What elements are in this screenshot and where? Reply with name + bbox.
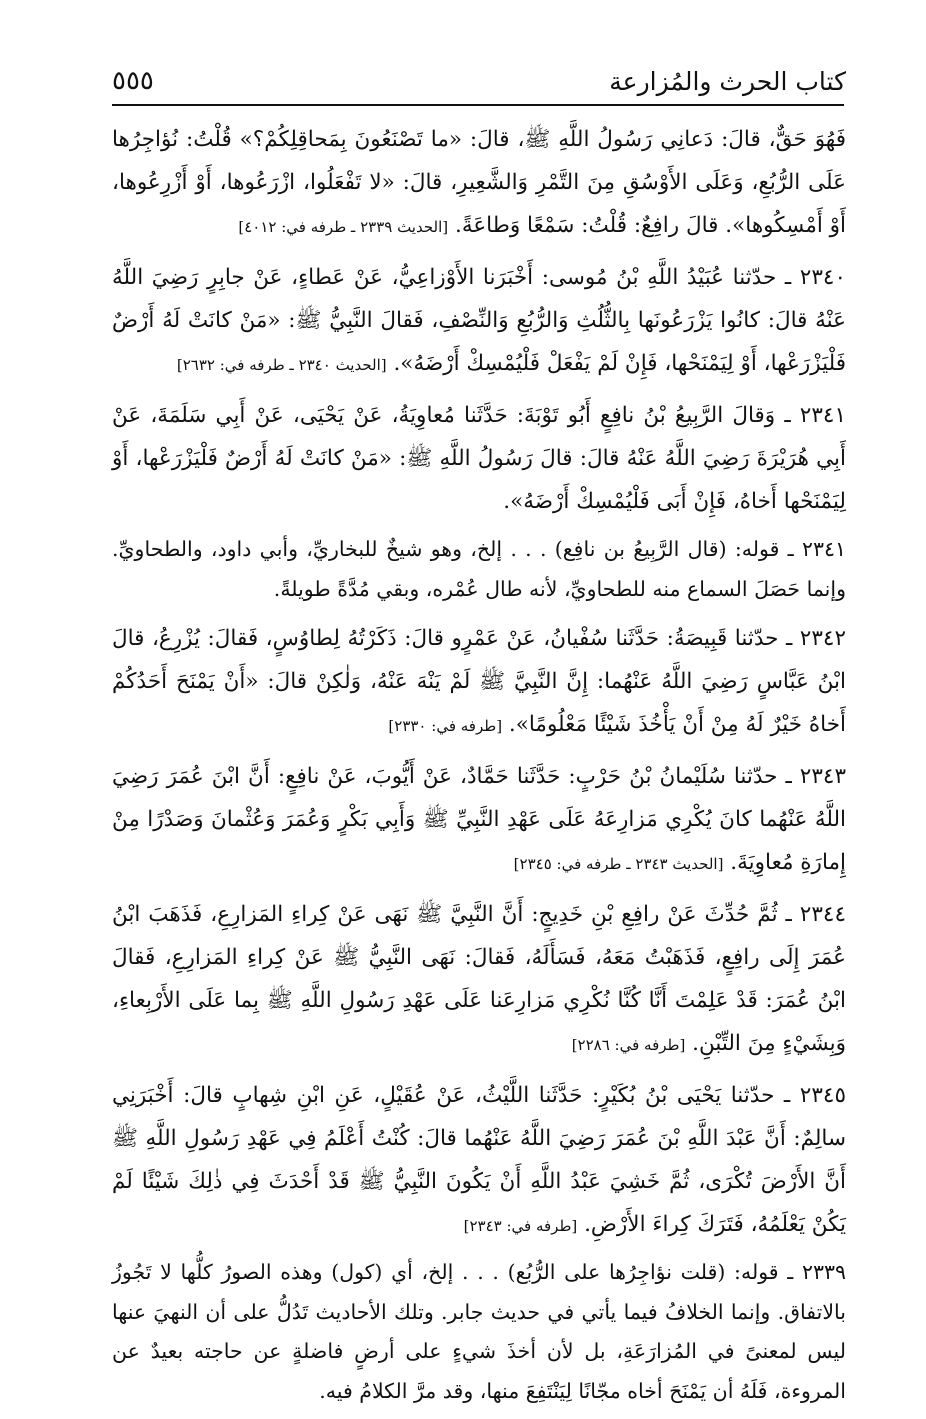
hadith-text: ٢٣٤٢ ـ حدّثنا قَبِيصَةُ: حَدَّثَنا سُفْيانُ، عَنْ عَمْرٍو قالَ: ذَكَرْتُهُ لِطاوُسٍ، فَقالَ: يُزْرِعُ، قالَ ابْنُ عَبَّاسٍ رَضِيَ اللَّهُ عَنْهُما: إِنَّ النَّبِيَّ ﷺ لَمْ يَنْهَ عَنْهُ، وَلٰكِنْ قالَ: «أَنْ يَمْنَحَ أَحَدُكُمْ أَخاهُ خَيْرٌ لَهُ مِنْ أَنْ يَأْخُذَ شَيْئًا مَعْلُومًا». xyxy=(112,626,846,737)
hadith-text: ٢٣٤٠ ـ حدّثنا عُبَيْدُ اللَّهِ بْنُ مُوسى: أَخْبَرَنا الأَوْزاعِيُّ، عَنْ عَطاءٍ، عَنْ جابِرٍ رَضِيَ اللَّهُ عَنْهُ قالَ: كانُوا يَزْرَعُونَها بِالثُّلُثِ وَالرُّبُعِ وَالنِّصْفِ، فَقالَ النَّبِيُّ ﷺ: «مَنْ كانَتْ لَهُ أَرْضٌ فَلْيَزْرَعْها، أَوْ لِيَمْنَحْها، فَإِنْ لَمْ يَفْعَلْ فَلْيُمْسِكْ أَرْضَهُ». xyxy=(112,265,846,376)
running-title: كتاب الحرث والمُزارعة xyxy=(609,67,846,96)
hadith-text: ٢٣٤٣ ـ حدّثنا سُلَيْمانُ بْنُ حَرْبٍ: حَدَّثَنا حَمَّادٌ، عَنْ أَيُّوبَ، عَنْ نافِعٍ: أَنَّ ابْنَ عُمَرَ رَضِيَ اللَّهُ عَنْهُما كانَ يُكْرِي مَزارِعَهُ عَلَى عَهْدِ النَّبِيِّ ﷺ وَأَبِي بَكْرٍ وَعُمَرَ وَعُثْمانَ وَصَدْرًا مِنْ إِمارَةِ مُعاوِيَةَ. xyxy=(112,764,846,875)
hadith-2342 xyxy=(112,617,846,748)
cross-reference: [طرفه في: ٢٢٨٦] xyxy=(571,1036,686,1054)
hadith-2339-end xyxy=(112,118,846,249)
hadith-2343 xyxy=(112,755,846,886)
hadith-2340 xyxy=(112,256,846,387)
page-number: ٥٥٥ xyxy=(112,66,154,96)
hadith-2345 xyxy=(112,1074,846,1248)
hadith-text: ٢٣٤١ ـ وَقالَ الرَّبِيعُ بْنُ نافِعٍ أَبُو تَوْبَةَ: حَدَّثَنا مُعاوِيَةُ، عَنْ يَحْيَى، عَنْ أَبِي سَلَمَةَ، عَنْ أَبِي هُرَيْرَةَ رَضِيَ اللَّهُ عَنْهُ قالَ: قالَ رَسُولُ اللَّهِ ﷺ: «مَنْ كانَتْ لَهُ أَرْضٌ فَلْيَزْرَعْها، أَوْ لِيَمْنَحْها أَخاهُ، فَإِنْ أَبَى فَلْيُمْسِكْ أَرْضَهُ». xyxy=(112,403,846,514)
cross-reference: [طرفه في: ٢٣٤٣] xyxy=(463,1217,578,1235)
hadith-2341 xyxy=(112,394,846,523)
cross-reference: [طرفه في: ٢٣٣٠] xyxy=(388,717,503,735)
hadith-text: فَهُوَ حَقٌّ، قالَ: دَعانِي رَسُولُ اللَّهِ ﷺ، قالَ: «ما تَصْنَعُونَ بِمَحاقِلِكُمْ؟» قُلْتُ: نُؤاجِرُها عَلَى الرُّبُعِ، وَعَلَى الأَوْسُقِ مِنَ التَّمْرِ وَالشَّعِيرِ، قالَ: «لا تَفْعَلُوا، ازْرَعُوها، أَوْ أَزْرِعُوها، أَوْ أَمْسِكُوها». قالَ رافِعٌ: قُلْتُ: سَمْعًا وَطاعَةً. xyxy=(112,127,846,238)
cross-reference: [الحديث ٢٣٤٠ ـ طرفه في: ٢٦٣٢] xyxy=(176,356,387,374)
hadith-text: ٢٣٤٤ ـ ثُمَّ حُدِّثَ عَنْ رافِعِ بْنِ خَدِيجٍ: أَنَّ النَّبِيَّ ﷺ نَهَى عَنْ كِراءِ المَزارِعِ، فَذَهَبَ ابْنُ عُمَرَ إِلَى رافِعٍ، فَذَهَبْتُ مَعَهُ، فَسَأَلَهُ، فَقالَ: نَهَى النَّبِيُّ ﷺ عَنْ كِراءِ المَزارِعِ، فَقالَ ابْنُ عُمَرَ: قَدْ عَلِمْتَ أَنَّا كُنَّا نُكْرِي مَزارِعَنا عَلَى عَهْدِ رَسُولِ اللَّهِ ﷺ بِما عَلَى الأَرْبِعاءِ، وَبِشَيْءٍ مِنَ التِّبْنِ. xyxy=(112,902,846,1056)
cross-reference: [الحديث ٢٣٤٣ ـ طرفه في: ٢٣٤٥] xyxy=(513,855,724,873)
header-rule xyxy=(112,104,844,106)
cross-reference: [الحديث ٢٣٣٩ ـ طرفه في: ٤٠١٢] xyxy=(238,218,449,236)
commentary-2339: ٢٣٣٩ ـ قوله: (قلت نؤاجِرُها على الرُّبُع) . . . إلخ، أي (كول) وهذه الصورُ كلُّها لا تَجُوزُ بالاتفاق. وإنما الخلافُ فيما يأتي في حديث جابر. وتلك الأحاديث تَدُلُّ على أن النهيَ عنها ليس لمعنىً في المُزارَعَةِ، بل لأن أخذَ شيءٍ على أرضٍ فاضلةٍ عن حاجته بعيدٌ عن المروءة، فَلَهُ أن يَمْنَحَ أخاه مجّانًا لِيَنْتَفِعَ منها، وقد مرَّ الكلامُ فيه. xyxy=(112,1260,846,1403)
commentary-2341: ٢٣٤١ ـ قوله: (قال الرَّبِيعُ بن نافِع) . . . إلخ، وهو شيخٌ للبخاريِّ، وأبي داود، والطحاويِّ. وإنما حَصَلَ السماع منه للطحاويِّ، لأنه طال عُمْره، وبقي مُدَّةً طويلةً. xyxy=(112,537,846,601)
hadith-text: ٢٣٤٥ ـ حدّثنا يَحْيَى بْنُ بُكَيْرٍ: حَدَّثَنا اللَّيْثُ، عَنْ عُقَيْلٍ، عَنِ ابْنِ شِهابٍ قالَ: أَخْبَرَنِي سالِمٌ: أَنَّ عَبْدَ اللَّهِ بْنَ عُمَرَ رَضِيَ اللَّهُ عَنْهُما قالَ: كُنْتُ أَعْلَمُ فِي عَهْدِ رَسُولِ اللَّهِ ﷺ أَنَّ الأَرْضَ تُكْرَى، ثُمَّ خَشِيَ عَبْدُ اللَّهِ أَنْ يَكُونَ النَّبِيُّ ﷺ قَدْ أَحْدَثَ فِي ذٰلِكَ شَيْئًا لَمْ يَكُنْ يَعْلَمُهُ، فَتَرَكَ كِراءَ الأَرْضِ. xyxy=(112,1083,846,1237)
page-header xyxy=(112,50,846,96)
page-content xyxy=(112,118,846,1419)
hadith-2344 xyxy=(112,893,846,1067)
